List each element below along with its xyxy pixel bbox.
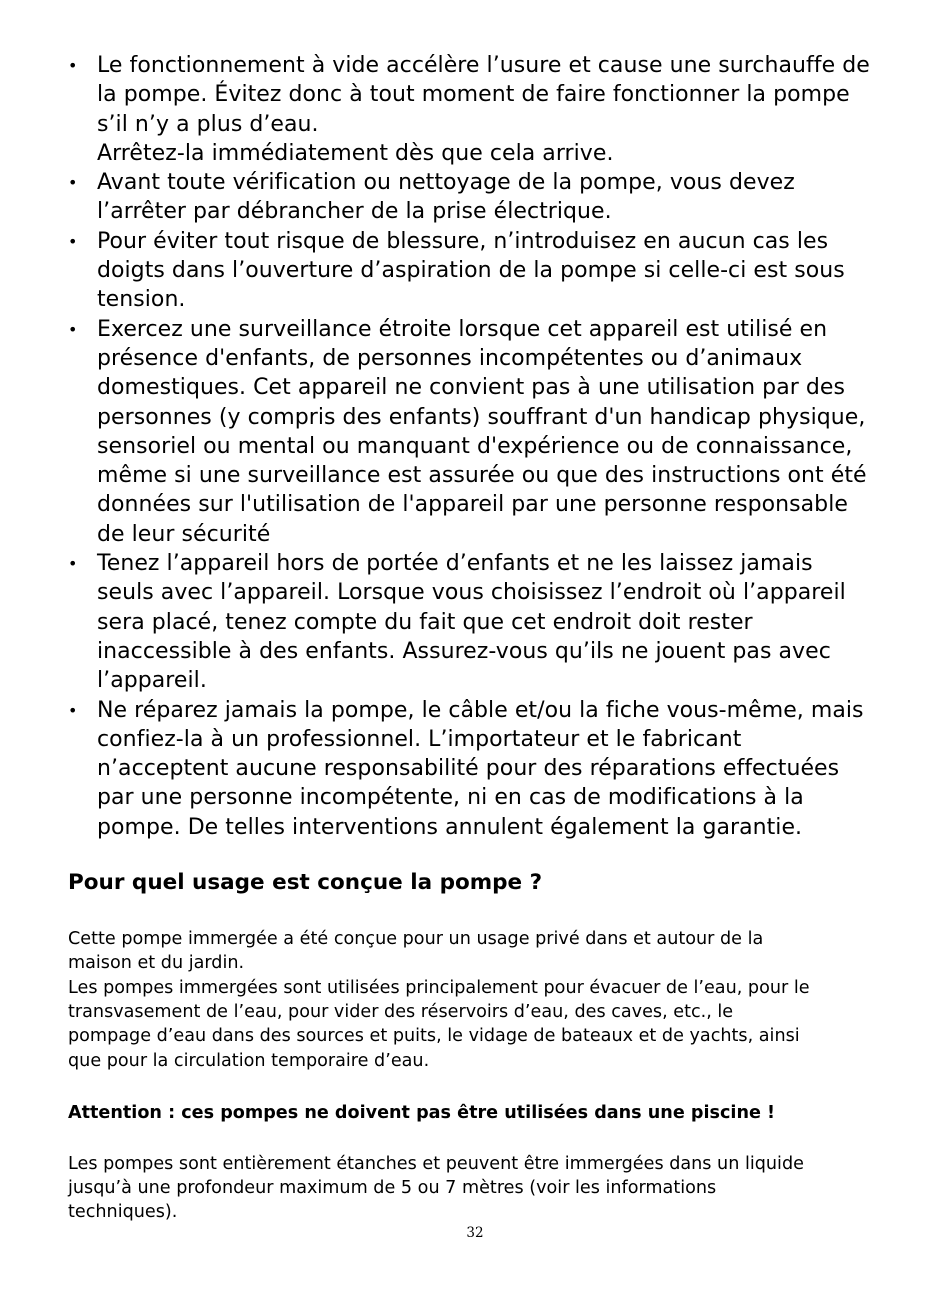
bullet-text-line: seuls avec l’appareil. Lorsque vous choisissez l’endroit où l’appareil [97,580,846,606]
paragraph-line: techniques). [68,1202,178,1223]
paragraph-line: jusqu’à une profondeur maximum de 5 ou 7 mètres (voir les informations [68,1178,717,1199]
paragraph-line: maison et du jardin. [68,953,245,974]
bullet-text-line: la pompe. Évitez donc à tout moment de faire fonctionner la pompe [97,82,850,108]
bullet-item [68,549,898,695]
paragraph-line: transvasement de l’eau, pour vider des réservoirs d’eau, des caves, etc., le [68,1002,734,1023]
bullet-symbol: • [68,56,78,75]
bullet-text-line: s’il n’y a plus d’eau. [97,111,319,137]
bullet-text-line: inaccessible à des enfants. Assurez-vous qu’ils ne jouent pas avec [97,638,831,664]
bullet-text-line: même si une surveillance est assurée ou que des instructions ont été [97,463,867,489]
bullet-symbol: • [68,319,78,339]
bullet-text-line: tension. [97,287,186,313]
paragraph-line: Les pompes sont entièrement étanches et peuvent être immergées dans un liquide [68,1154,804,1174]
intended-use-paragraph [68,927,898,975]
bullet-text-line: présence d'enfants, de personnes incompétentes ou d’animaux [97,345,803,371]
bullet-text-line: n’acceptent aucune responsabilité pour des réparations effectuées [97,756,840,782]
bullet-text-line: Pour éviter tout risque de blessure, n’introduisez en aucun cas les [97,228,829,254]
paragraph-line: que pour la circulation temporaire d’eau. [68,1050,430,1071]
bullet-text-line: Avant toute vérification ou nettoyage de la pompe, vous devez [97,170,795,196]
bullet-symbol: • [68,700,78,720]
bullet-text-line: pompe. De telles interventions annulent également la garantie. [97,814,803,840]
bullet-text-line: personnes (y compris des enfants) souffrant d'un handicap physique, [97,404,866,430]
bullet-item [68,168,898,227]
immersion-paragraph [68,1152,898,1225]
page-number: 32 [466,1225,484,1241]
bullet-symbol: • [68,231,78,251]
bullet-symbol: • [68,554,78,574]
safety-bullet-list [68,51,898,842]
bullet-item [68,315,898,549]
bullet-symbol: • [68,173,78,193]
section-heading: Pour quel usage est conçue la pompe ? [68,870,543,895]
paragraph-line: Les pompes immergées sont utilisées principalement pour évacuer de l’eau, pour le [68,978,810,998]
bullet-text-line: sensoriel ou mental ou manquant d'expérience ou de connaissance, [97,433,853,459]
bullet-text-line: confiez-la à un professionnel. L’importateur et le fabricant [97,726,742,752]
bullet-text-line: Exercez une surveillance étroite lorsque cet appareil est utilisé en [97,316,828,342]
bullet-text-line: par une personne incompétente, ni en cas de modifications à la [97,785,804,811]
bullet-text-line: Tenez l’appareil hors de portée d’enfants et ne les laissez jamais [97,551,813,577]
bullet-text-line: doigts dans l’ouverture d’aspiration de la pompe si celle-ci est sous [97,258,845,284]
bullet-text-line: l’appareil. [97,668,207,694]
bullet-text-line: domestiques. Cet appareil ne convient pas à une utilisation par des [97,375,845,401]
applications-paragraph [68,976,898,1073]
bullet-item [68,227,898,315]
bullet-text-line: l’arrêter par débrancher de la prise électrique. [97,199,612,225]
bullet-text-line: sera placé, tenez compte du fait que cet endroit doit rester [97,609,753,635]
bullet-text-line: Le fonctionnement à vide accélère l’usure et cause une surchauffe de [97,53,870,78]
bullet-text-line: de leur sécurité [97,521,271,547]
paragraph-line: pompage d’eau dans des sources et puits, le vidage de bateaux et de yachts, ainsi [68,1026,800,1047]
pool-warning: Attention : ces pompes ne doivent pas être utilisées dans une piscine ! [68,1103,776,1123]
bullet-text-line: données sur l'utilisation de l'appareil par une personne responsable [97,492,848,518]
bullet-item [68,696,898,842]
bullet-item [68,51,898,168]
paragraph-line: Cette pompe immergée a été conçue pour un usage privé dans et autour de la [68,929,764,949]
bullet-text-line: Arrêtez-la immédiatement dès que cela arrive. [97,140,614,166]
bullet-text-line: Ne réparez jamais la pompe, le câble et/ou la fiche vous-même, mais [97,697,864,723]
